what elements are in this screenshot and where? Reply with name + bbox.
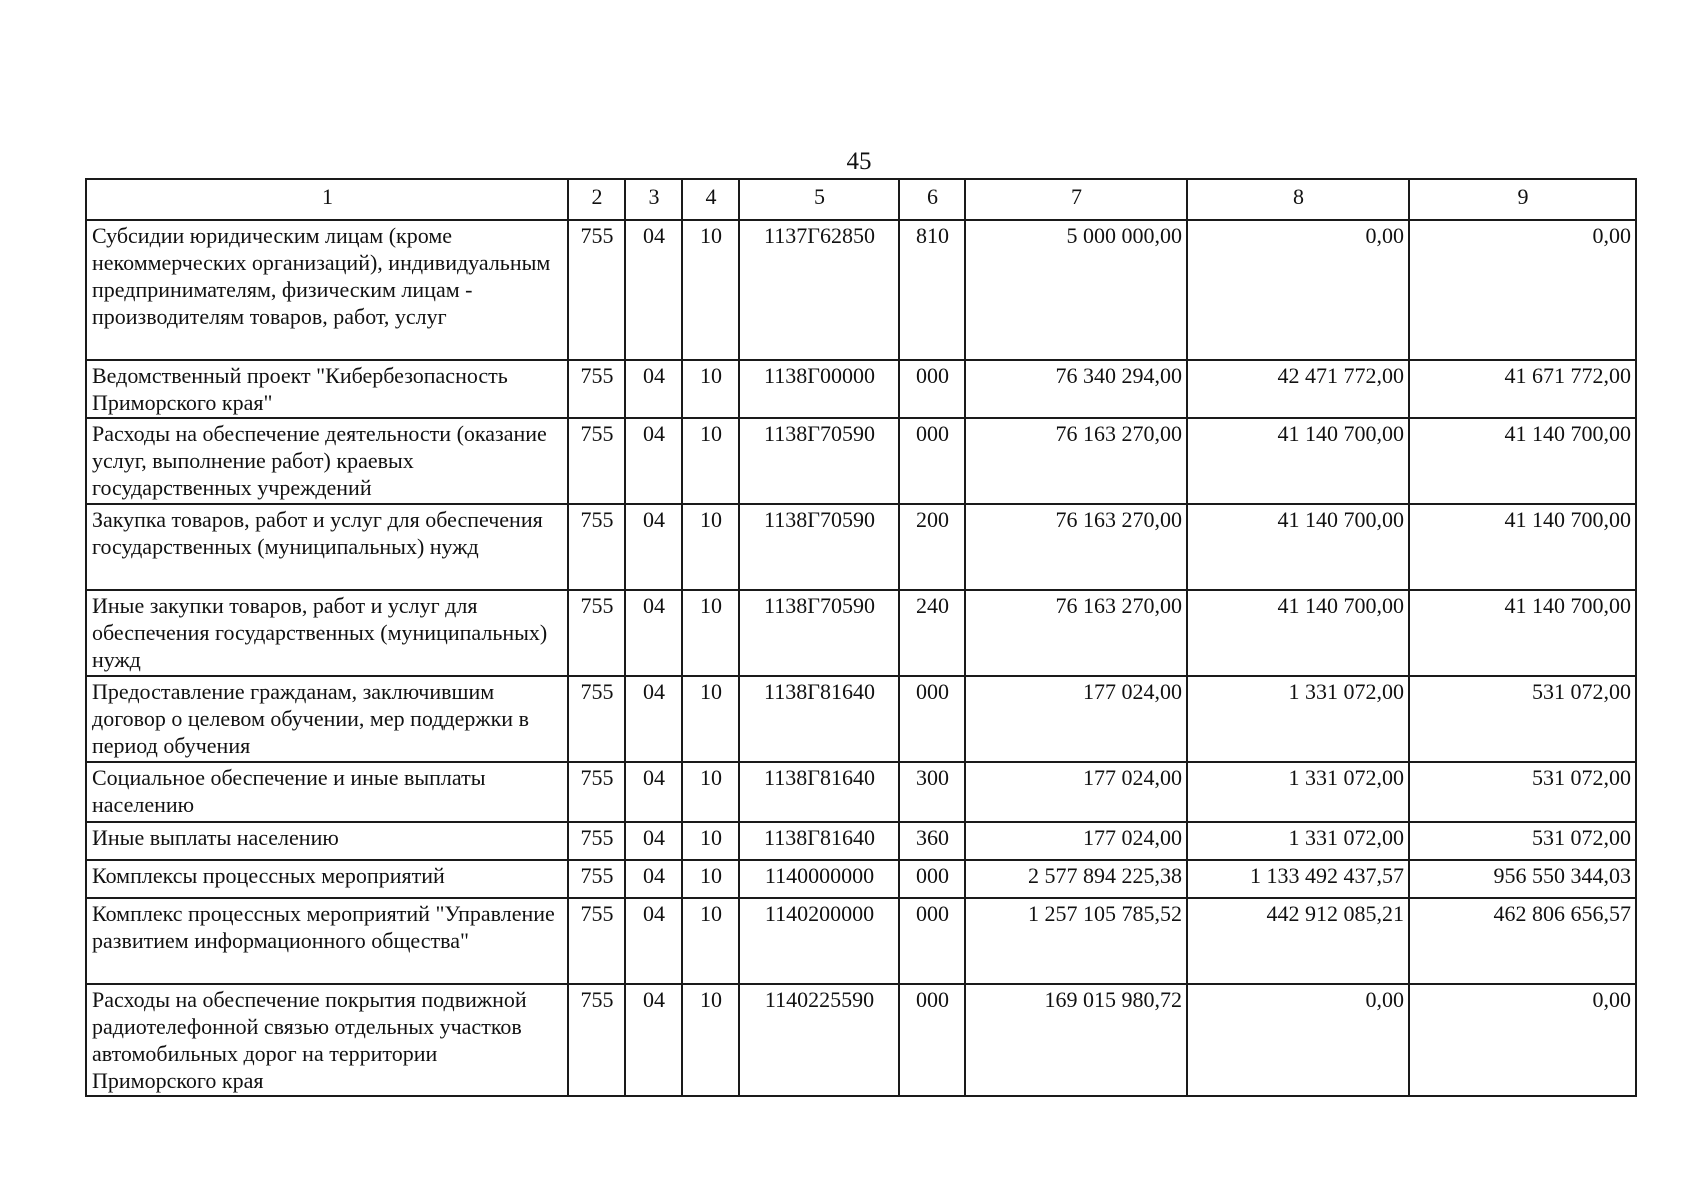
amount-col7: 1 257 105 785,52: [965, 898, 1187, 984]
expense-type-code: 360: [899, 822, 965, 860]
amount-col9: 41 671 772,00: [1409, 360, 1636, 418]
header-cell: 7: [965, 179, 1187, 220]
table-row: [86, 418, 1636, 504]
table-row: [86, 984, 1636, 1096]
ministry-code: 755: [568, 676, 625, 762]
amount-col8: 0,00: [1187, 984, 1409, 1096]
ministry-code: 755: [568, 762, 625, 822]
subsection-code: 10: [682, 220, 739, 360]
table-row: [86, 822, 1636, 860]
header-cell: 3: [625, 179, 682, 220]
subsection-code: 10: [682, 860, 739, 898]
section-code: 04: [625, 984, 682, 1096]
expense-type-code: 000: [899, 360, 965, 418]
amount-col8: 42 471 772,00: [1187, 360, 1409, 418]
amount-col7: 76 340 294,00: [965, 360, 1187, 418]
amount-col9: 462 806 656,57: [1409, 898, 1636, 984]
table-row: [86, 762, 1636, 822]
expense-type-code: 000: [899, 898, 965, 984]
row-description: Иные закупки товаров, работ и услуг для обеспечения государственных (муниципальных) нужд: [86, 590, 568, 676]
amount-col7: 177 024,00: [965, 822, 1187, 860]
header-cell: 2: [568, 179, 625, 220]
row-description: Ведомственный проект "Кибербезопасность Приморского края": [86, 360, 568, 418]
section-code: 04: [625, 822, 682, 860]
section-code: 04: [625, 860, 682, 898]
ministry-code: 755: [568, 360, 625, 418]
row-description: Предоставление гражданам, заключившим договор о целевом обучении, мер поддержки в период обучения: [86, 676, 568, 762]
page-number: 45: [846, 148, 872, 175]
subsection-code: 10: [682, 590, 739, 676]
expense-type-code: 240: [899, 590, 965, 676]
expense-type-code: 810: [899, 220, 965, 360]
target-article-code: 1138Г81640: [739, 822, 899, 860]
amount-col9: 531 072,00: [1409, 822, 1636, 860]
amount-col8: 1 331 072,00: [1187, 676, 1409, 762]
header-cell: 9: [1409, 179, 1636, 220]
ministry-code: 755: [568, 220, 625, 360]
row-description: Закупка товаров, работ и услуг для обеспечения государственных (муниципальных) нужд: [86, 504, 568, 590]
amount-col8: 41 140 700,00: [1187, 418, 1409, 504]
amount-col8: 41 140 700,00: [1187, 504, 1409, 590]
amount-col9: 531 072,00: [1409, 676, 1636, 762]
section-code: 04: [625, 418, 682, 504]
amount-col7: 169 015 980,72: [965, 984, 1187, 1096]
amount-col9: 41 140 700,00: [1409, 418, 1636, 504]
header-cell: 6: [899, 179, 965, 220]
section-code: 04: [625, 220, 682, 360]
target-article-code: 1138Г70590: [739, 418, 899, 504]
table-row: [86, 676, 1636, 762]
target-article-code: 1140200000: [739, 898, 899, 984]
subsection-code: 10: [682, 360, 739, 418]
target-article-code: 1138Г81640: [739, 762, 899, 822]
target-article-code: 1140225590: [739, 984, 899, 1096]
amount-col8: 1 331 072,00: [1187, 762, 1409, 822]
table-row: [86, 898, 1636, 984]
section-code: 04: [625, 504, 682, 590]
section-code: 04: [625, 590, 682, 676]
expense-type-code: 000: [899, 676, 965, 762]
row-description: Расходы на обеспечение деятельности (оказание услуг, выполнение работ) краевых государственных учреждений: [86, 418, 568, 504]
table-row: [86, 220, 1636, 360]
amount-col7: 5 000 000,00: [965, 220, 1187, 360]
amount-col7: 76 163 270,00: [965, 504, 1187, 590]
target-article-code: 1137Г62850: [739, 220, 899, 360]
amount-col8: 1 133 492 437,57: [1187, 860, 1409, 898]
target-article-code: 1138Г00000: [739, 360, 899, 418]
amount-col7: 177 024,00: [965, 676, 1187, 762]
ministry-code: 755: [568, 504, 625, 590]
row-description: Комплекс процессных мероприятий "Управление развитием информационного общества": [86, 898, 568, 984]
section-code: 04: [625, 762, 682, 822]
amount-col7: 76 163 270,00: [965, 590, 1187, 676]
subsection-code: 10: [682, 822, 739, 860]
table-row: [86, 590, 1636, 676]
row-description: Социальное обеспечение и иные выплаты населению: [86, 762, 568, 822]
target-article-code: 1138Г70590: [739, 590, 899, 676]
row-description: Комплексы процессных мероприятий: [86, 860, 568, 898]
table-row: [86, 504, 1636, 590]
ministry-code: 755: [568, 860, 625, 898]
section-code: 04: [625, 898, 682, 984]
section-code: 04: [625, 676, 682, 762]
amount-col9: 531 072,00: [1409, 762, 1636, 822]
expense-type-code: 000: [899, 860, 965, 898]
subsection-code: 10: [682, 418, 739, 504]
budget-table: [85, 178, 1637, 1097]
subsection-code: 10: [682, 762, 739, 822]
expense-type-code: 300: [899, 762, 965, 822]
ministry-code: 755: [568, 898, 625, 984]
target-article-code: 1138Г81640: [739, 676, 899, 762]
amount-col9: 41 140 700,00: [1409, 590, 1636, 676]
amount-col7: 2 577 894 225,38: [965, 860, 1187, 898]
subsection-code: 10: [682, 984, 739, 1096]
subsection-code: 10: [682, 676, 739, 762]
expense-type-code: 200: [899, 504, 965, 590]
header-cell: 5: [739, 179, 899, 220]
amount-col9: 41 140 700,00: [1409, 504, 1636, 590]
amount-col8: 41 140 700,00: [1187, 590, 1409, 676]
header-row: [86, 179, 1636, 220]
row-description: Субсидии юридическим лицам (кроме некоммерческих организаций), индивидуальным предпринимателям, физическим лицам - производителям товаров, работ, услуг: [86, 220, 568, 360]
target-article-code: 1140000000: [739, 860, 899, 898]
ministry-code: 755: [568, 418, 625, 504]
amount-col9: 956 550 344,03: [1409, 860, 1636, 898]
amount-col8: 0,00: [1187, 220, 1409, 360]
section-code: 04: [625, 360, 682, 418]
row-description: Иные выплаты населению: [86, 822, 568, 860]
expense-type-code: 000: [899, 984, 965, 1096]
expense-type-code: 000: [899, 418, 965, 504]
header-cell: 8: [1187, 179, 1409, 220]
ministry-code: 755: [568, 984, 625, 1096]
header-cell: 1: [86, 179, 568, 220]
table-row: [86, 860, 1636, 898]
ministry-code: 755: [568, 822, 625, 860]
amount-col9: 0,00: [1409, 220, 1636, 360]
target-article-code: 1138Г70590: [739, 504, 899, 590]
amount-col9: 0,00: [1409, 984, 1636, 1096]
row-description: Расходы на обеспечение покрытия подвижной радиотелефонной связью отдельных участков автомобильных дорог на территории Приморского края: [86, 984, 568, 1096]
ministry-code: 755: [568, 590, 625, 676]
header-cell: 4: [682, 179, 739, 220]
amount-col7: 76 163 270,00: [965, 418, 1187, 504]
subsection-code: 10: [682, 504, 739, 590]
amount-col7: 177 024,00: [965, 762, 1187, 822]
amount-col8: 1 331 072,00: [1187, 822, 1409, 860]
table-row: [86, 360, 1636, 418]
subsection-code: 10: [682, 898, 739, 984]
amount-col8: 442 912 085,21: [1187, 898, 1409, 984]
